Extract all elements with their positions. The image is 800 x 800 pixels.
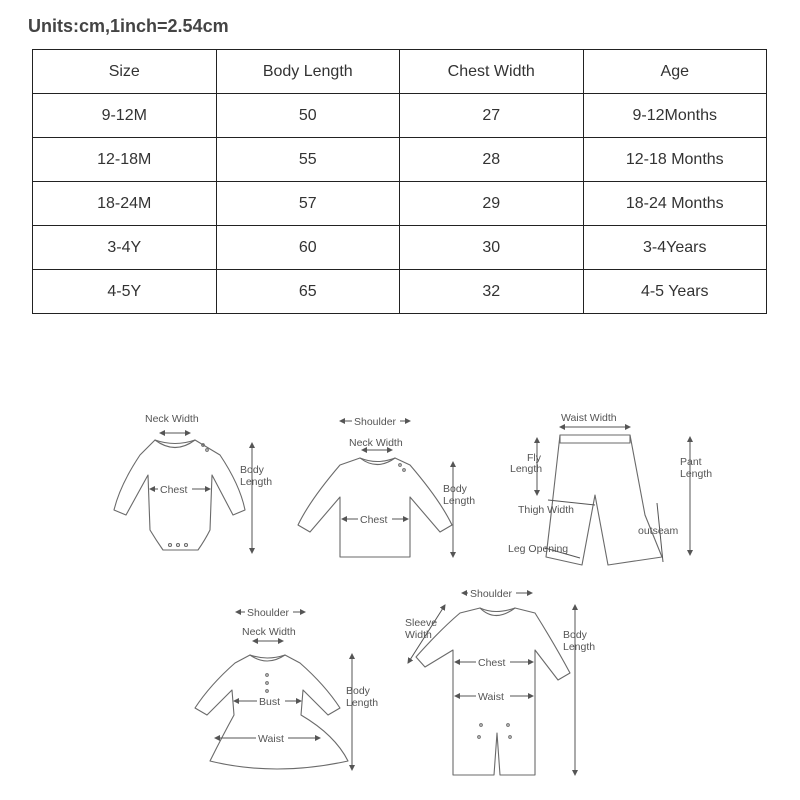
- table-row: [33, 182, 767, 226]
- cell-body-length: 50: [216, 94, 400, 138]
- bodysuit-neck-width-label: Neck Width: [145, 413, 199, 425]
- sweater-body-length-label-2: Length: [443, 495, 476, 507]
- romper-shoulder-label: Shoulder: [470, 588, 513, 600]
- cell-size: 4-5Y: [33, 270, 217, 314]
- romper-waist-label: Waist: [478, 691, 504, 703]
- cell-size: 12-18M: [33, 138, 217, 182]
- cell-age: 3-4Years: [583, 226, 767, 270]
- bodysuit-diagram: [114, 413, 272, 553]
- table-row: [33, 270, 767, 314]
- dress-body-length-label-2: Length: [346, 697, 379, 709]
- pants-fly-length-label-1: Fly: [527, 452, 541, 464]
- header-age: Age: [583, 50, 767, 94]
- bodysuit-button: [206, 449, 209, 452]
- pants-waistband: [560, 435, 630, 443]
- bodysuit-snap: [185, 544, 188, 547]
- cell-body-length: 60: [216, 226, 400, 270]
- sweater-neck-width-label: Neck Width: [349, 437, 403, 449]
- header-chest-width: Chest Width: [400, 50, 584, 94]
- dress-button: [266, 674, 269, 677]
- bodysuit-body-length-label-2: Length: [240, 476, 273, 488]
- pants-waist-width-label: Waist Width: [561, 412, 617, 424]
- romper-snap: [478, 736, 481, 739]
- pants-outseam-label: outseam: [638, 525, 679, 537]
- dress-bust-label: Bust: [259, 696, 281, 708]
- cell-size: 3-4Y: [33, 226, 217, 270]
- dress-button: [266, 682, 269, 685]
- pants-leg-opening-label: Leg Opening: [508, 543, 569, 555]
- romper-sleeve-width-label-1: Sleeve: [405, 617, 438, 629]
- dress-shoulder-label: Shoulder: [247, 607, 290, 619]
- sweater-diagram: [298, 414, 475, 557]
- cell-age: 12-18 Months: [583, 138, 767, 182]
- bodysuit-body-length-label-1: Body: [240, 464, 264, 476]
- romper-body-length-label-2: Length: [563, 641, 596, 653]
- dress-neck-width-label: Neck Width: [242, 626, 296, 638]
- sweater-body-length-label-1: Body: [443, 483, 467, 495]
- cell-chest-width: 30: [400, 226, 584, 270]
- dress-waist-label: Waist: [258, 733, 284, 745]
- cell-chest-width: 28: [400, 138, 584, 182]
- dress-body-length-label-1: Body: [346, 685, 370, 697]
- dress-diagram: [195, 605, 378, 770]
- pants-pant-length-label-1: Pant: [680, 456, 702, 468]
- table-row: [33, 138, 767, 182]
- romper-snap: [507, 724, 510, 727]
- pants-diagram: [508, 412, 712, 565]
- cell-chest-width: 32: [400, 270, 584, 314]
- romper-diagram: [405, 586, 595, 775]
- sweater-outline: [298, 458, 452, 557]
- cell-body-length: 55: [216, 138, 400, 182]
- table-row: [33, 94, 767, 138]
- pants-fly-length-label-2: Length: [510, 463, 543, 475]
- romper-snap: [509, 736, 512, 739]
- units-note: Units:cm,1inch=2.54cm: [28, 16, 229, 36]
- table-row: [33, 226, 767, 270]
- romper-body-length-label-1: Body: [563, 629, 587, 641]
- pants-pant-length-label-2: Length: [680, 468, 713, 480]
- cell-body-length: 65: [216, 270, 400, 314]
- romper-sleeve-width-label-2: Width: [405, 629, 432, 641]
- pants-thigh-width-label: Thigh Width: [518, 504, 575, 516]
- bodysuit-snap: [177, 544, 180, 547]
- dress-button: [266, 690, 269, 693]
- sweater-shoulder-label: Shoulder: [354, 416, 397, 428]
- cell-age: 18-24 Months: [583, 182, 767, 226]
- romper-snap: [480, 724, 483, 727]
- measurement-diagrams: [90, 405, 730, 795]
- header-body-length: Body Length: [216, 50, 400, 94]
- bodysuit-chest-label: Chest: [160, 484, 188, 496]
- cell-body-length: 57: [216, 182, 400, 226]
- cell-age: 4-5 Years: [583, 270, 767, 314]
- dress-outline: [195, 655, 348, 769]
- sweater-button: [399, 464, 402, 467]
- cell-size: 9-12M: [33, 94, 217, 138]
- cell-chest-width: 29: [400, 182, 584, 226]
- size-table: [32, 49, 767, 314]
- measurement-diagrams-svg: [90, 405, 730, 795]
- cell-size: 18-24M: [33, 182, 217, 226]
- header-size: Size: [33, 50, 217, 94]
- bodysuit-snap: [169, 544, 172, 547]
- cell-chest-width: 27: [400, 94, 584, 138]
- romper-chest-label: Chest: [478, 657, 506, 669]
- table-header-row: [33, 50, 767, 94]
- sweater-button: [403, 469, 406, 472]
- sweater-chest-label: Chest: [360, 514, 388, 526]
- cell-age: 9-12Months: [583, 94, 767, 138]
